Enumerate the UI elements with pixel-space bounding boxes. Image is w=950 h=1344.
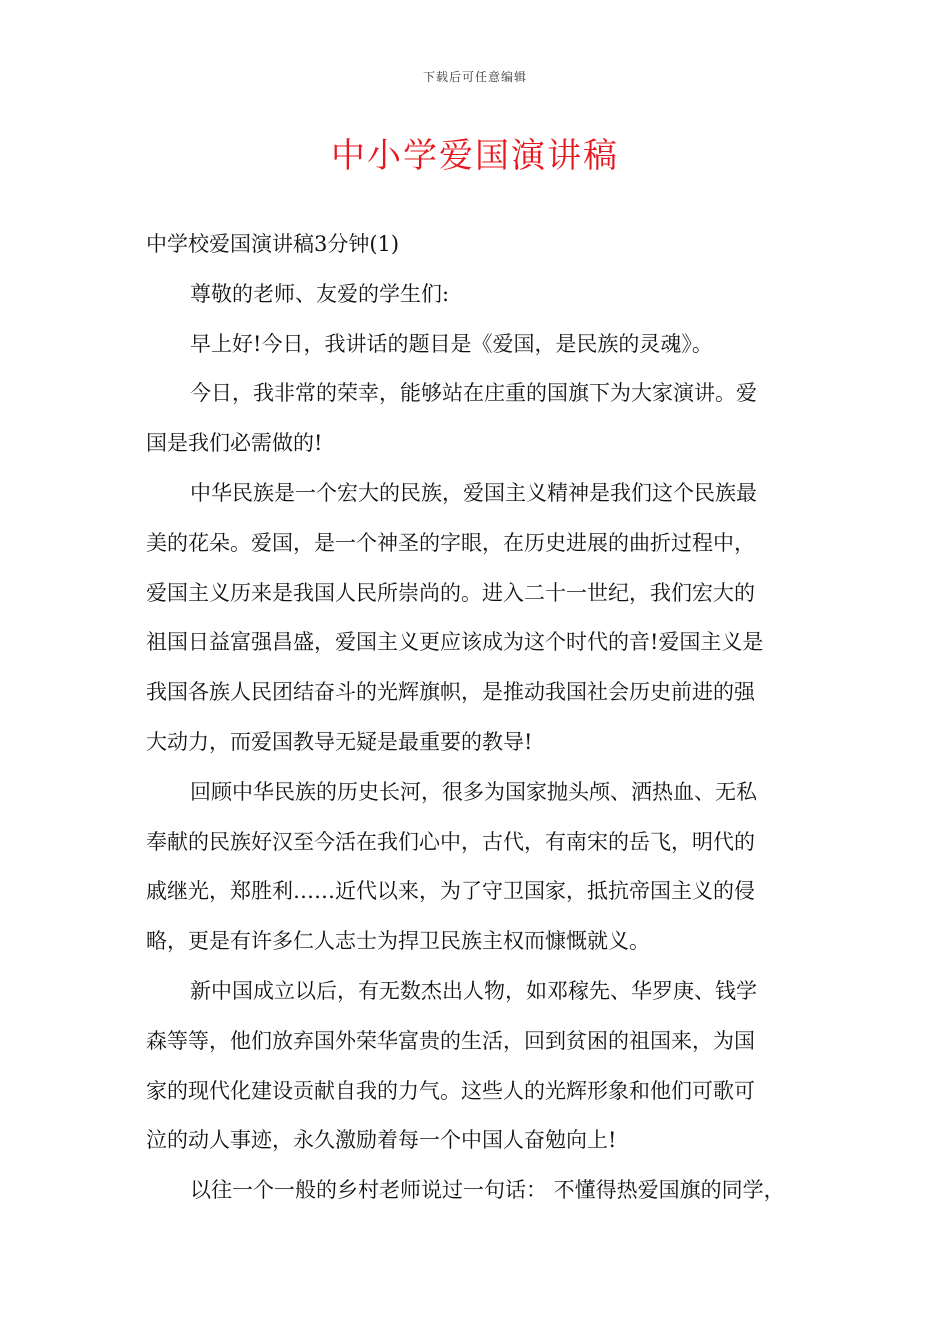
body-text-line: 泣的动人事迹，永久激励着每一个中国人奋勉向上!: [146, 1128, 617, 1153]
body-text-line: 略，更是有许多仁人志士为捍卫民族主权而慷慨就义。: [146, 929, 650, 954]
body-text-line: 早上好!今日，我讲话的题目是《爱国，是民族的灵魂》。: [190, 331, 713, 356]
body-text-line: 以往一个一般的乡村老师说过一句话： 不懂得热爱国旗的同学，: [190, 1178, 785, 1203]
body-text-line: 新中国成立以后，有无数杰出人物，如邓稼先、华罗庚、钱学: [190, 978, 757, 1003]
body-text-line: 爱国主义历来是我国人民所崇尚的。进入二十一世纪，我们宏大的: [146, 580, 755, 605]
body-text-line: 大动力，而爱国教导无疑是最重要的教导!: [146, 729, 533, 754]
document-title: 中小学爱国演讲稿: [331, 136, 619, 176]
body-text-line: 今日，我非常的荣幸，能够站在庄重的国旗下为大家演讲。爱: [190, 381, 757, 406]
body-text-line: 回顾中华民族的历史长河，很多为国家抛头颅、洒热血、无私: [190, 779, 757, 804]
body-text-line: 中华民族是一个宏大的民族，爱国主义精神是我们这个民族最: [190, 480, 757, 505]
body-text-line: 国是我们必需做的!: [146, 431, 323, 456]
body-text-line: 戚继光，郑胜利……近代以来，为了守卫国家，抵抗帝国主义的侵: [146, 879, 755, 904]
body-text-line: 森等等，他们放弃国外荣华富贵的生活，回到贫困的祖国来，为国: [146, 1028, 755, 1053]
body-text-line: 我国各族人民团结奋斗的光辉旗帜，是推动我国社会历史前进的强: [146, 680, 755, 705]
document-body: [146, 220, 812, 1216]
body-text-line: 家的现代化建设贡献自我的力气。这些人的光辉形象和他们可歌可: [146, 1078, 755, 1103]
body-text-line: 美的花朵。爱国，是一个神圣的字眼，在历史进展的曲折过程中，: [146, 530, 755, 555]
body-text-line: 尊敬的老师、友爱的学生们:: [190, 281, 450, 306]
header-note: 下载后可任意编辑: [422, 70, 527, 84]
body-text-line: 祖国日益富强昌盛，爱国主义更应该成为这个时代的音!爱国主义是: [146, 630, 764, 655]
body-text-line: 中学校爱国演讲稿3分钟(1): [146, 232, 400, 256]
body-text-line: 奉献的民族好汉至今活在我们心中，古代，有南宋的岳飞，明代的: [146, 829, 755, 854]
